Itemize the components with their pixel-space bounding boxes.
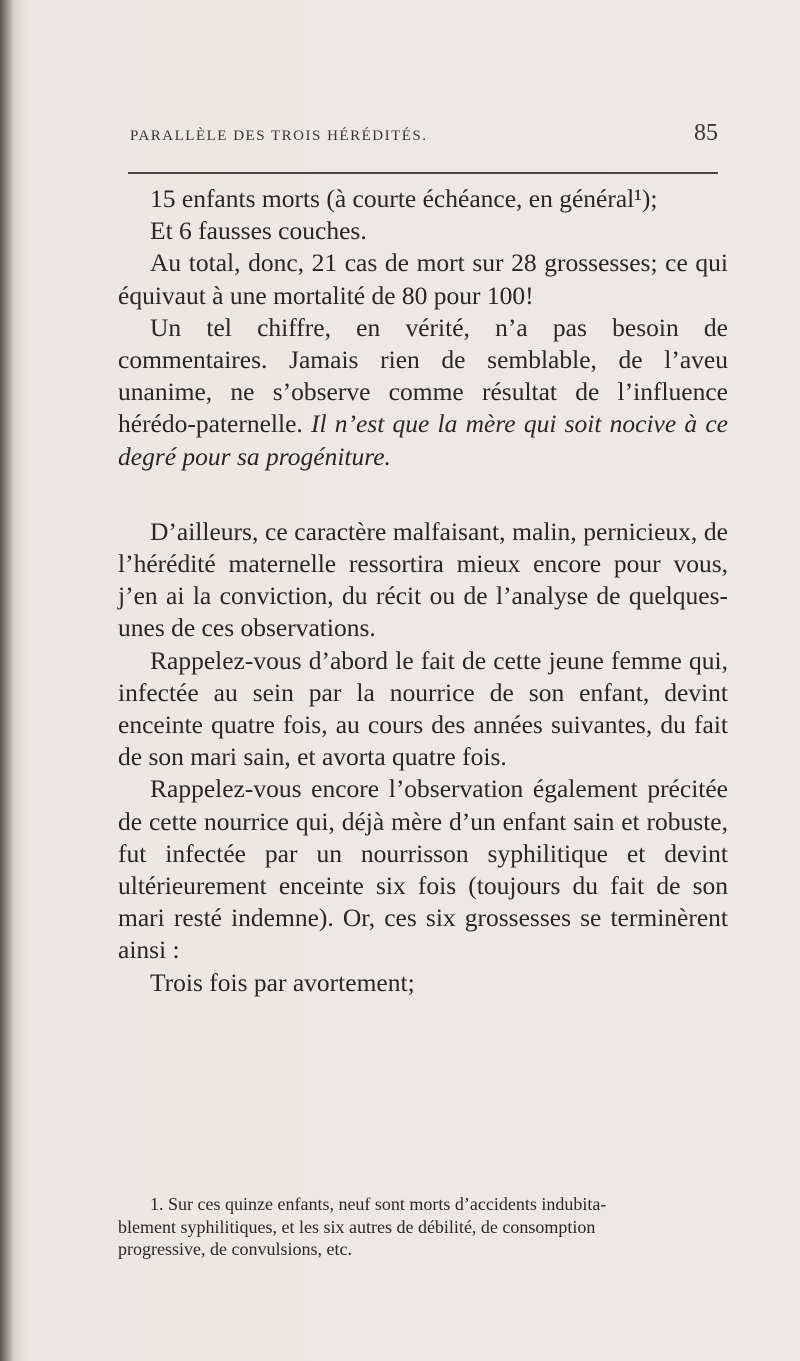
footnote-line-2: blement syphilitiques, et les six autres de débilité, de consomption [118,1216,596,1237]
footnote-line-3: progressive, de convulsions, etc. [118,1239,352,1259]
paragraph-8: Trois fois par avortement; [150,967,415,997]
paragraph-4: Un tel chiffre, en vérité, n’a pas besoin de commentaires. Jamais rien de semblable, de l’aveu unanime, ne s’observe comme résultat de l’influence hérédo-paternelle. Il n’est que la mère qui soit nocive à ce degré pour sa progéniture. [118,312,728,471]
paragraph-7: Rappelez-vous encore l’observation également précitée de cette nourrice qui, déjà mère d’un enfant sain et robuste, fut infectée par un nourrisson syphilitique et devint ultérieurement enceinte six fois (toujours du fait de son mari resté indemne). Or, ces six grossesses se terminèrent ainsi : [118,774,728,965]
paragraph-1: 15 enfants morts (à courte échéance, en général¹); [150,184,658,213]
page-number: 85 [694,120,718,146]
header-rule [128,172,718,174]
paragraph-6: Rappelez-vous d’abord le fait de cette jeune femme qui, infectée au sein par la nourrice de son enfant, devint enceinte quatre fois, au cours des années suivantes, du fait de son mari sain, et avorta quatre fois. [118,645,728,772]
paragraph-2: Et 6 fausses couches. [150,216,367,246]
footnote [118,1193,728,1261]
running-head: PARALLÈLE DES TROIS HÉRÉDITÉS. [130,128,428,144]
paragraph-3: Au total, donc, 21 cas de mort sur 28 grossesses; ce qui équivaut à une mortalité de 80 pour 100! [118,248,728,310]
italic-emphasis: Il n’est que la mère qui soit nocive à ce degré pour sa progéniture. [118,409,728,471]
paragraph-5: D’ailleurs, ce caractère malfaisant, malin, pernicieux, de l’hérédité maternelle ressortira mieux encore pour vous, j’en ai la conviction, du récit ou de l’analyse de quelques-unes de ces observations. [118,516,728,643]
page-header [130,118,718,158]
body-text [118,183,728,999]
footnote-line-1: 1. Sur ces quinze enfants, neuf sont morts d’accidents indubita- [150,1194,607,1214]
